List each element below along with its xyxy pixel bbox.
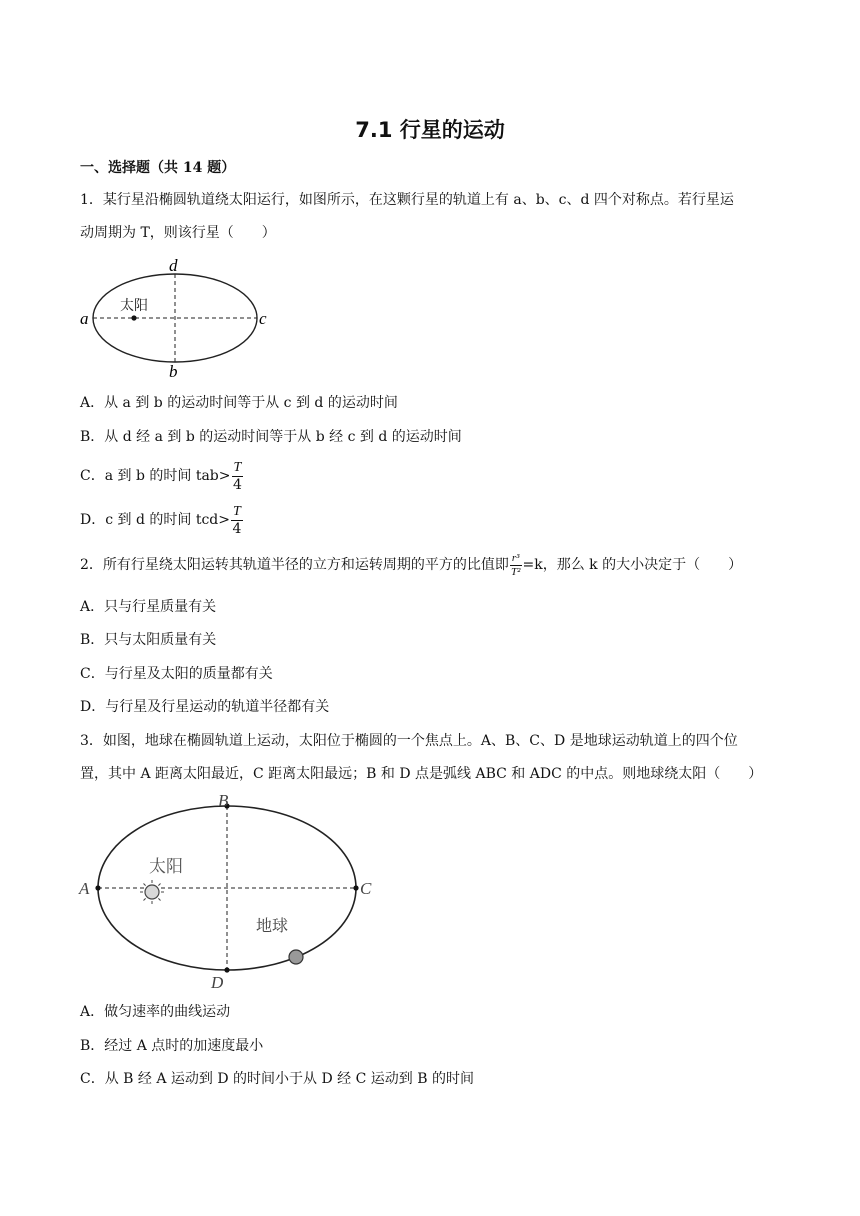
q1-option-d-fraction [231,503,243,538]
q3-label-c: C [360,879,372,898]
q3-point-c [353,885,358,890]
frac-numerator: T [233,503,241,519]
page-title: 7.1 行星的运动 [355,118,505,142]
q3-option-c: C．从 B 经 A 运动到 D 的时间小于从 D 经 C 运动到 B 的时间 [80,1071,474,1087]
q1-option-d [80,502,244,538]
q1-option-a: A．从 a 到 b 的运动时间等于从 c 到 d 的运动时间 [80,395,398,411]
q2-fraction [510,552,522,579]
q1-option-c-text: C．a 到 b 的时间 tab> [80,468,231,484]
q2-stem-after: =k，那么 k 的大小决定于（ ） [522,557,743,573]
frac-numerator: T [233,459,242,475]
q2-option-c: C．与行星及太阳的质量都有关 [80,666,273,682]
q1-orbit-figure [78,255,278,380]
q1-label-d: d [169,256,178,275]
q3-sun-label: 太阳 [149,857,183,877]
q1-stem-line2: 动周期为 T，则该行星（ ） [80,225,276,241]
q3-sun-icon [140,880,164,904]
q1-label-a: a [80,309,89,328]
q3-point-a [95,885,100,890]
frac-numerator: r³ [511,551,520,564]
q3-option-b: B．经过 A 点时的加速度最小 [80,1038,264,1054]
q3-earth-icon [289,950,303,964]
q1-stem-line1: 1．某行星沿椭圆轨道绕太阳运行，如图所示，在这颗行星的轨道上有 a、b、c、d 四个对称点。若行星运 [80,192,734,208]
q3-earth-label: 地球 [256,916,289,935]
q3-option-a: A．做匀速率的曲线运动 [80,1004,231,1020]
q1-label-b: b [169,362,178,380]
q1-option-c [80,458,244,494]
q1-option-d-text: D．c 到 d 的时间 tcd> [80,512,230,528]
q3-label-d: D [211,973,224,992]
q2-stem-before: 2．所有行星绕太阳运转其轨道半径的立方和运转周期的平方的比值即 [80,557,509,573]
q3-stem-line2: 置，其中 A 距离太阳最近，C 距离太阳最远；B 和 D 点是弧线 ABC 和 ADC 的中点。则地球绕太阳（ ） [80,766,763,782]
q2-option-a: A．只与行星质量有关 [80,599,217,615]
frac-denominator: 4 [232,476,242,493]
q1-option-c-fraction [232,459,244,494]
q1-sun-dot [131,315,136,320]
q2-option-d: D．与行星及行星运动的轨道半径都有关 [80,699,330,715]
q1-label-c: c [259,309,267,328]
section-heading: 一、选择题（共 14 题） [80,160,236,176]
q2-option-b: B．只与太阳质量有关 [80,632,217,648]
q2-stem [80,547,742,583]
q3-label-b: B [218,792,229,810]
q3-label-a: A [79,879,90,898]
q3-orbit-figure [76,792,376,992]
q3-point-d [224,967,229,972]
frac-denominator: 4 [232,520,242,537]
frac-denominator: T² [510,565,521,578]
q1-option-b: B．从 d 经 a 到 b 的运动时间等于从 b 经 c 到 d 的运动时间 [80,429,462,445]
q3-stem-line1: 3．如图，地球在椭圆轨道上运动，太阳位于椭圆的一个焦点上。A、B、C、D 是地球运动轨道上的四个位 [80,733,738,749]
q1-sun-label: 太阳 [120,298,148,314]
